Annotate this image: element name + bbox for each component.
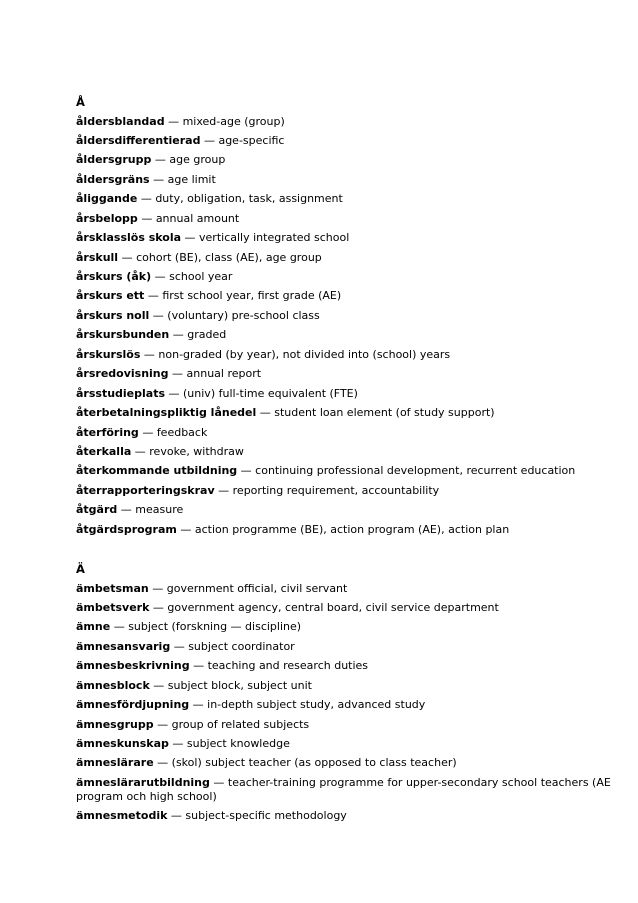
entry-separator: — (157, 717, 169, 731)
entry-separator: — (152, 308, 164, 322)
entry-definition: continuing professional development, recurrent education (255, 464, 576, 478)
glossary-entry (76, 426, 575, 440)
glossary-entry (76, 387, 575, 401)
entry-term: åldersgrupp (76, 153, 152, 167)
entry-definition: subject coordinator (188, 639, 295, 653)
entry-separator: — (259, 406, 271, 420)
entry-definition: government agency, central board, civil service department (167, 600, 499, 614)
entry-definition: reporting requirement, accountability (232, 483, 440, 497)
entry-separator: — (147, 289, 159, 303)
glossary-entry (76, 523, 575, 537)
entry-definition: (skol) subject teacher (as opposed to class teacher) (171, 756, 457, 770)
entry-separator: — (240, 464, 252, 478)
entry-term: årskurs (åk) (76, 270, 152, 283)
entry-definition: age-specific (218, 133, 285, 147)
entry-separator: — (154, 153, 166, 167)
entry-term: årsbelopp (76, 211, 138, 225)
entry-definition: teaching and research duties (207, 659, 369, 673)
entry-separator: — (213, 775, 225, 789)
glossary-entry (76, 115, 575, 129)
entry-definition: student loan element (of study support) (274, 406, 495, 420)
entry-separator: — (218, 483, 230, 497)
entry-separator: — (154, 270, 166, 283)
entry-separator: — (168, 114, 180, 128)
entry-term: ämnesmetodik (76, 809, 168, 823)
entry-separator: — (152, 581, 164, 595)
entry-term: ämbetsverk (76, 600, 150, 614)
glossary-entry (76, 173, 575, 187)
entry-separator: — (140, 192, 152, 206)
entry-term: ämnesbeskrivning (76, 659, 190, 673)
entry-definition: subject-specific methodology (185, 809, 347, 823)
entry-definition: graded (187, 328, 227, 342)
entry-definition: revoke, withdraw (149, 444, 244, 458)
entry-term: ämbetsman (76, 581, 149, 595)
glossary-entry (76, 737, 616, 751)
glossary-entry (76, 289, 575, 303)
entry-separator: — (172, 328, 184, 342)
entry-separator: — (157, 756, 169, 770)
glossary-entry (76, 445, 575, 459)
entry-separator: — (153, 172, 165, 186)
entry-definition: school year (169, 270, 233, 283)
entry-term: ämnesansvarig (76, 639, 171, 653)
entry-separator: — (184, 231, 196, 245)
entry-definition: duty, obligation, task, assignment (155, 192, 343, 206)
glossary-entry (76, 756, 616, 770)
glossary-entry (76, 484, 575, 498)
entry-separator: — (142, 425, 154, 439)
section-heading-a-ring: Å (76, 95, 85, 109)
entry-term: årsredovisning (76, 367, 169, 381)
glossary-entry (76, 640, 616, 654)
entry-definition: mixed-age (group) (182, 114, 285, 128)
entry-term: årskursbunden (76, 328, 170, 342)
entry-term: ämneslärare (76, 756, 154, 770)
entry-separator: — (134, 444, 146, 458)
glossary-entry (76, 776, 616, 804)
entry-separator: — (141, 211, 153, 225)
entry-definition: subject block, subject unit (167, 678, 312, 692)
glossary-entry (76, 134, 575, 148)
glossary-entry (76, 718, 616, 732)
entry-term: årskurs noll (76, 308, 150, 322)
glossary-entry (76, 620, 616, 634)
glossary-entry (76, 809, 616, 823)
entry-term: ämneskunskap (76, 737, 169, 750)
glossary-entry (76, 212, 575, 226)
entry-definition: age group (169, 153, 226, 167)
entry-term: ämnesfördjupning (76, 698, 190, 712)
entry-separator: — (193, 659, 205, 673)
entry-term: ämne (76, 620, 111, 634)
entry-definition: age limit (167, 172, 216, 186)
glossary-entry (76, 328, 575, 342)
entry-definition: (univ) full-time equivalent (FTE) (183, 386, 358, 400)
entry-term: åldersgräns (76, 172, 150, 186)
entry-definition: (voluntary) pre-school class (167, 308, 320, 322)
entry-term: ämnesblock (76, 678, 150, 692)
glossary-entry (76, 698, 616, 712)
glossary-entry (76, 582, 616, 596)
entry-separator: — (120, 503, 132, 517)
entry-definition: non-graded (by year), not divided into (school) years (158, 347, 451, 361)
entry-term: årskull (76, 250, 119, 264)
entry-term: åtgärdsprogram (76, 522, 177, 536)
entry-term: återkalla (76, 444, 132, 458)
entry-definition: annual report (186, 367, 262, 381)
entry-definition: vertically integrated school (199, 231, 350, 245)
entry-definition: action programme (BE), action program (AE), action plan (194, 522, 510, 536)
entry-term: återbetalningspliktig lånedel (76, 406, 257, 420)
glossary-list-a-ring (76, 115, 575, 543)
entry-separator: — (172, 367, 184, 381)
entry-term: årsstudieplats (76, 386, 166, 400)
glossary-entry (76, 406, 575, 420)
entry-definition: group of related subjects (171, 717, 310, 731)
entry-definition: government official, civil servant (166, 581, 348, 595)
entry-term: årsklasslös skola (76, 231, 182, 245)
glossary-entry (76, 348, 575, 362)
entry-separator: — (203, 133, 215, 147)
entry-definition: teacher-training programme for upper-secondary school teachers (AE program och high school) (76, 775, 611, 803)
entry-definition: first school year, first grade (AE) (162, 289, 342, 303)
entry-term: ämneslärarutbildning (76, 775, 210, 789)
entry-definition: cohort (BE), class (AE), age group (136, 250, 322, 264)
glossary-entry (76, 503, 575, 517)
glossary-list-a-umlaut (76, 582, 616, 829)
entry-separator: — (192, 698, 204, 712)
entry-definition: in-depth subject study, advanced study (207, 698, 426, 712)
entry-separator: — (170, 809, 182, 823)
entry-term: återkommande utbildning (76, 464, 238, 478)
glossary-entry (76, 601, 616, 615)
entry-term: återföring (76, 425, 139, 439)
entry-term: årskurs ett (76, 289, 145, 303)
glossary-entry (76, 153, 575, 167)
glossary-entry (76, 270, 575, 284)
entry-definition: subject (forskning — discipline) (128, 620, 302, 634)
entry-separator: — (113, 620, 125, 634)
glossary-entry (76, 309, 575, 323)
entry-term: åliggande (76, 192, 138, 206)
entry-definition: subject knowledge (186, 737, 290, 750)
entry-separator: — (121, 250, 133, 264)
entry-separator: — (152, 600, 164, 614)
glossary-entry (76, 192, 575, 206)
glossary-entry (76, 679, 616, 693)
glossary-entry (76, 464, 575, 478)
entry-term: återrapporteringskrav (76, 483, 215, 497)
entry-separator: — (168, 386, 180, 400)
entry-separator: — (143, 347, 155, 361)
entry-definition: measure (135, 503, 184, 517)
glossary-entry (76, 251, 575, 265)
entry-definition: annual amount (155, 211, 240, 225)
entry-separator: — (153, 678, 165, 692)
entry-separator: — (172, 737, 184, 750)
entry-term: åtgärd (76, 503, 118, 517)
entry-term: åldersblandad (76, 114, 165, 128)
entry-term: ämnesgrupp (76, 717, 154, 731)
entry-separator: — (180, 522, 192, 536)
entry-term: åldersdifferentierad (76, 133, 201, 147)
glossary-entry (76, 367, 575, 381)
glossary-entry (76, 659, 616, 673)
entry-separator: — (173, 639, 185, 653)
glossary-entry (76, 231, 575, 245)
section-heading-a-umlaut: Ä (76, 562, 85, 576)
entry-term: årskurslös (76, 347, 141, 361)
entry-definition: feedback (156, 425, 208, 439)
